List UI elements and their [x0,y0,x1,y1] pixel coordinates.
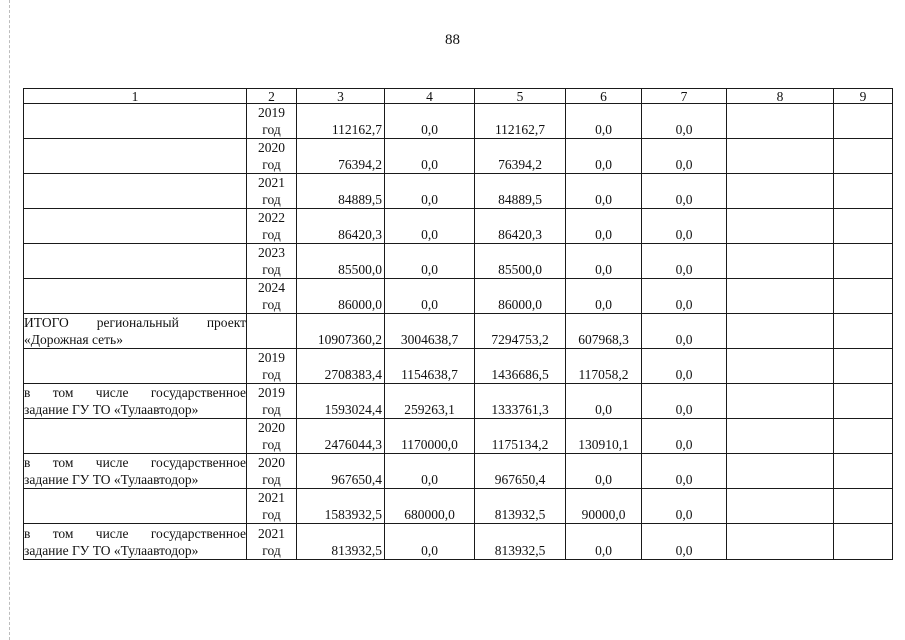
year-value: 2021 [258,490,285,505]
year-unit: год [262,543,281,558]
column-header: 4 [385,89,475,104]
year-unit: год [262,192,281,207]
value-cell-col9 [834,454,893,489]
value-cell-col9 [834,489,893,524]
value-cell-col4: 0,0 [385,244,475,279]
value-cell-col8 [727,489,834,524]
value-cell-col8 [727,279,834,314]
year-unit: год [262,157,281,172]
value-cell-col4: 680000,0 [385,489,475,524]
value-cell-col9 [834,419,893,454]
year-cell [247,384,297,419]
year-value: 2020 [258,455,285,470]
row-label [24,384,247,419]
table-row [24,209,893,244]
year-value: 2021 [258,175,285,190]
year-cell [247,104,297,139]
value-cell-col7: 0,0 [642,314,727,349]
year-value: 2019 [258,350,285,365]
value-cell-col5: 86000,0 [475,279,566,314]
year-unit: год [262,122,281,137]
value-cell-col3: 1593024,4 [297,384,385,419]
value-cell-col3: 112162,7 [297,104,385,139]
year-cell [247,279,297,314]
value-cell-col7: 0,0 [642,244,727,279]
column-header: 5 [475,89,566,104]
year-unit: год [262,227,281,242]
value-cell-col5: 84889,5 [475,174,566,209]
row-label-cell [24,244,247,279]
scan-edge-line [9,0,10,640]
value-cell-col5: 76394,2 [475,139,566,174]
column-header: 9 [834,89,893,104]
table-row [24,244,893,279]
value-cell-col8 [727,174,834,209]
value-cell-col4: 259263,1 [385,384,475,419]
value-cell-col3: 1583932,5 [297,489,385,524]
value-cell-col3: 813932,5 [297,524,385,560]
column-header: 6 [566,89,642,104]
value-cell-col9 [834,384,893,419]
value-cell-col6: 0,0 [566,139,642,174]
column-header: 3 [297,89,385,104]
value-cell-col9 [834,209,893,244]
table-row [24,279,893,314]
value-cell-col3: 86420,3 [297,209,385,244]
year-unit: год [262,507,281,522]
value-cell-col6: 117058,2 [566,349,642,384]
value-cell-col7: 0,0 [642,454,727,489]
table-row [24,314,893,349]
row-label [24,524,247,560]
year-unit: год [262,297,281,312]
row-label-cell [24,209,247,244]
value-cell-col7: 0,0 [642,419,727,454]
table-row [24,104,893,139]
row-label-cell [24,279,247,314]
page-number: 88 [445,32,460,48]
year-value: 2021 [258,526,285,541]
value-cell-col9 [834,104,893,139]
year-cell [247,419,297,454]
table-row [24,174,893,209]
value-cell-col3: 2708383,4 [297,349,385,384]
row-label-line: в том числе государственное [24,526,246,541]
row-label-cell [24,419,247,454]
column-header: 7 [642,89,727,104]
value-cell-col6: 0,0 [566,454,642,489]
value-cell-col3: 85500,0 [297,244,385,279]
value-cell-col3: 2476044,3 [297,419,385,454]
column-header: 1 [24,89,247,104]
value-cell-col8 [727,454,834,489]
value-cell-col4: 1154638,7 [385,349,475,384]
value-cell-col9 [834,174,893,209]
table-row [24,524,893,560]
value-cell-col3: 84889,5 [297,174,385,209]
value-cell-col8 [727,419,834,454]
row-label [24,314,247,349]
value-cell-col7: 0,0 [642,139,727,174]
column-header: 8 [727,89,834,104]
value-cell-col9 [834,349,893,384]
year-value: 2024 [258,280,285,295]
value-cell-col4: 0,0 [385,104,475,139]
value-cell-col7: 0,0 [642,349,727,384]
value-cell-col7: 0,0 [642,209,727,244]
value-cell-col3: 76394,2 [297,139,385,174]
row-label [24,454,247,489]
year-unit: год [262,367,281,382]
year-cell [247,524,297,560]
table-row [24,384,893,419]
year-unit: год [262,262,281,277]
value-cell-col7: 0,0 [642,524,727,560]
value-cell-col6: 0,0 [566,384,642,419]
year-cell [247,489,297,524]
row-label-line: ИТОГО региональный проект [24,315,246,330]
year-cell [247,349,297,384]
budget-table [23,88,893,560]
value-cell-col4: 1170000,0 [385,419,475,454]
year-cell [247,454,297,489]
row-label-line: в том числе государственное [24,385,246,400]
value-cell-col8 [727,349,834,384]
year-unit: год [262,437,281,452]
table-row [24,454,893,489]
value-cell-col6: 607968,3 [566,314,642,349]
value-cell-col5: 85500,0 [475,244,566,279]
value-cell-col5: 86420,3 [475,209,566,244]
year-value: 2022 [258,210,285,225]
year-value: 2019 [258,385,285,400]
value-cell-col9 [834,279,893,314]
value-cell-col5: 7294753,2 [475,314,566,349]
year-cell [247,244,297,279]
value-cell-col5: 1175134,2 [475,419,566,454]
value-cell-col4: 0,0 [385,454,475,489]
value-cell-col4: 3004638,7 [385,314,475,349]
row-label-line: задание ГУ ТО «Тулаавтодор» [24,543,199,558]
table-row [24,419,893,454]
value-cell-col4: 0,0 [385,209,475,244]
value-cell-col9 [834,524,893,560]
value-cell-col4: 0,0 [385,174,475,209]
value-cell-col7: 0,0 [642,489,727,524]
row-label-cell [24,139,247,174]
value-cell-col8 [727,384,834,419]
row-label-cell [24,349,247,384]
year-cell [247,139,297,174]
row-label-cell [24,104,247,139]
year-cell [247,314,297,349]
value-cell-col3: 967650,4 [297,454,385,489]
value-cell-col8 [727,314,834,349]
value-cell-col7: 0,0 [642,384,727,419]
value-cell-col7: 0,0 [642,104,727,139]
year-value: 2020 [258,140,285,155]
value-cell-col4: 0,0 [385,139,475,174]
value-cell-col8 [727,139,834,174]
table-header-row [24,89,893,104]
value-cell-col7: 0,0 [642,174,727,209]
year-value: 2020 [258,420,285,435]
year-value: 2019 [258,105,285,120]
value-cell-col6: 90000,0 [566,489,642,524]
value-cell-col6: 0,0 [566,104,642,139]
table-row [24,489,893,524]
year-cell [247,174,297,209]
value-cell-col6: 0,0 [566,279,642,314]
value-cell-col5: 1333761,3 [475,384,566,419]
value-cell-col7: 0,0 [642,279,727,314]
value-cell-col6: 0,0 [566,244,642,279]
value-cell-col9 [834,314,893,349]
year-cell [247,209,297,244]
value-cell-col5: 813932,5 [475,489,566,524]
value-cell-col5: 1436686,5 [475,349,566,384]
value-cell-col5: 813932,5 [475,524,566,560]
table-row [24,139,893,174]
value-cell-col6: 0,0 [566,524,642,560]
year-value: 2023 [258,245,285,260]
value-cell-col6: 0,0 [566,174,642,209]
value-cell-col4: 0,0 [385,279,475,314]
row-label-cell [24,489,247,524]
row-label-line: задание ГУ ТО «Тулаавтодор» [24,402,199,417]
year-unit: год [262,472,281,487]
value-cell-col9 [834,244,893,279]
row-label-line: в том числе государственное [24,455,246,470]
value-cell-col6: 0,0 [566,209,642,244]
value-cell-col8 [727,104,834,139]
row-label-cell [24,174,247,209]
table-row [24,349,893,384]
value-cell-col9 [834,139,893,174]
year-unit: год [262,402,281,417]
value-cell-col5: 967650,4 [475,454,566,489]
value-cell-col3: 86000,0 [297,279,385,314]
value-cell-col4: 0,0 [385,524,475,560]
value-cell-col5: 112162,7 [475,104,566,139]
value-cell-col8 [727,244,834,279]
row-label-line: задание ГУ ТО «Тулаавтодор» [24,472,199,487]
value-cell-col6: 130910,1 [566,419,642,454]
column-header: 2 [247,89,297,104]
value-cell-col8 [727,524,834,560]
value-cell-col8 [727,209,834,244]
row-label-line: «Дорожная сеть» [24,332,123,347]
value-cell-col3: 10907360,2 [297,314,385,349]
